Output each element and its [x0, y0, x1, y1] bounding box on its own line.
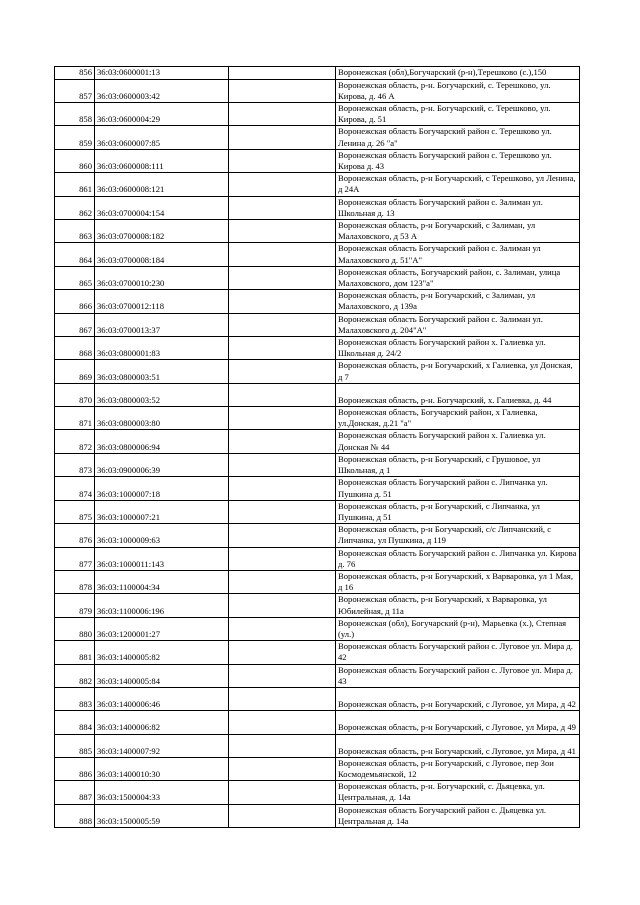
table-row [55, 313, 580, 336]
empty-cell [229, 360, 336, 383]
cadastral-number: 36:03:0900006:39 [95, 453, 229, 476]
table-row [55, 196, 580, 219]
address: Воронежская область, р-н. Богучарский, с. Терешково, ул. Кирова, д. 51 [336, 102, 580, 125]
table-row [55, 67, 580, 80]
cadastral-number: 36:03:1400006:46 [95, 687, 229, 710]
cadastral-number: 36:03:0600003:42 [95, 79, 229, 102]
row-number: 881 [55, 641, 95, 664]
row-number: 859 [55, 126, 95, 149]
empty-cell [229, 641, 336, 664]
empty-cell [229, 781, 336, 804]
cadastral-number: 36:03:1400005:82 [95, 641, 229, 664]
registry-table [54, 66, 580, 828]
cadastral-number: 36:03:0600008:111 [95, 149, 229, 172]
row-number: 857 [55, 79, 95, 102]
address: Воронежская область, р-н Богучарский, с Терешково, ул Ленина, д 24А [336, 173, 580, 196]
row-number: 877 [55, 547, 95, 570]
empty-cell [229, 664, 336, 687]
cadastral-number: 36:03:1100006:196 [95, 594, 229, 617]
cadastral-number: 36:03:1400006:82 [95, 711, 229, 734]
address: Воронежская область, р-н. Богучарский, х. Галиевка, д. 44 [336, 383, 580, 406]
empty-cell [229, 524, 336, 547]
address: Воронежская область Богучарский район с. Залиман ул. Школьная д. 13 [336, 196, 580, 219]
table-row [55, 219, 580, 242]
table-row [55, 500, 580, 523]
cadastral-number: 36:03:0700008:184 [95, 243, 229, 266]
table-row [55, 547, 580, 570]
address: Воронежская область, р-н Богучарский, с Луговое, пер Зои Космодемьянской, 12 [336, 757, 580, 780]
row-number: 864 [55, 243, 95, 266]
row-number: 878 [55, 570, 95, 593]
empty-cell [229, 430, 336, 453]
cadastral-number: 36:03:1000007:18 [95, 477, 229, 500]
empty-cell [229, 687, 336, 710]
address: Воронежская область, р-н Богучарский, х Варваровка, ул Юбилейная, д 11а [336, 594, 580, 617]
table-row [55, 664, 580, 687]
row-number: 865 [55, 266, 95, 289]
table-row [55, 173, 580, 196]
cadastral-number: 36:03:1400005:84 [95, 664, 229, 687]
address: Воронежская область Богучарский район с. Липчанка ул. Пушкина д. 51 [336, 477, 580, 500]
row-number: 875 [55, 500, 95, 523]
address: Воронежская область, р-н Богучарский, с Луговое, ул Мира, д 42 [336, 687, 580, 710]
table-row [55, 617, 580, 640]
address: Воронежская область, р-н Богучарский, с Залиман, ул Малаховского, д 139а [336, 290, 580, 313]
table-row [55, 149, 580, 172]
cadastral-number: 36:03:0800003:51 [95, 360, 229, 383]
row-number: 873 [55, 453, 95, 476]
empty-cell [229, 594, 336, 617]
address: Воронежская область Богучарский район с. Терешково ул. Ленина д. 26 "а" [336, 126, 580, 149]
empty-cell [229, 173, 336, 196]
cadastral-number: 36:03:0700012:118 [95, 290, 229, 313]
row-number: 867 [55, 313, 95, 336]
row-number: 860 [55, 149, 95, 172]
table-row [55, 757, 580, 780]
row-number: 862 [55, 196, 95, 219]
row-number: 888 [55, 804, 95, 827]
cadastral-number: 36:03:1400010:30 [95, 757, 229, 780]
cadastral-number: 36:03:0800006:94 [95, 430, 229, 453]
row-number: 885 [55, 734, 95, 757]
address: Воронежская область Богучарский район с. Терешково ул. Кирова д. 43 [336, 149, 580, 172]
cadastral-number: 36:03:1500004:33 [95, 781, 229, 804]
table-row [55, 407, 580, 430]
empty-cell [229, 149, 336, 172]
empty-cell [229, 243, 336, 266]
table-row [55, 290, 580, 313]
address: Воронежская область, р-н Богучарский, с Липчанка, ул Пушкина, д 51 [336, 500, 580, 523]
row-number: 866 [55, 290, 95, 313]
address: Воронежская область, р-н. Богучарский, с. Терешково, ул. Кирова, д. 46 А [336, 79, 580, 102]
cadastral-number: 36:03:1000011:143 [95, 547, 229, 570]
address: Воронежская область, р-н Богучарский, с Луговое, ул Мира, д 41 [336, 734, 580, 757]
empty-cell [229, 383, 336, 406]
table-row [55, 360, 580, 383]
empty-cell [229, 67, 336, 80]
empty-cell [229, 79, 336, 102]
table-row [55, 79, 580, 102]
row-number: 856 [55, 67, 95, 80]
cadastral-number: 36:03:1500005:59 [95, 804, 229, 827]
table-row [55, 594, 580, 617]
row-number: 874 [55, 477, 95, 500]
row-number: 872 [55, 430, 95, 453]
cadastral-number: 36:03:0600008:121 [95, 173, 229, 196]
row-number: 887 [55, 781, 95, 804]
cadastral-number: 36:03:0700010:230 [95, 266, 229, 289]
address: Воронежская область, р-н Богучарский, х Варваровка, ул 1 Мая, д 16 [336, 570, 580, 593]
empty-cell [229, 617, 336, 640]
address: Воронежская область, р-н Богучарский, с Залиман, ул Малаховского, д 53 А [336, 219, 580, 242]
table-row [55, 711, 580, 734]
empty-cell [229, 407, 336, 430]
row-number: 871 [55, 407, 95, 430]
row-number: 863 [55, 219, 95, 242]
table-row [55, 687, 580, 710]
row-number: 858 [55, 102, 95, 125]
address: Воронежская область, р-н Богучарский, х Галиевка, ул Донская, д 7 [336, 360, 580, 383]
row-number: 882 [55, 664, 95, 687]
cadastral-number: 36:03:1200001:27 [95, 617, 229, 640]
table-row [55, 430, 580, 453]
cadastral-number: 36:03:0600001:13 [95, 67, 229, 80]
address: Воронежская область Богучарский район х. Галиевка ул. Донская № 44 [336, 430, 580, 453]
address: Воронежская область Богучарский район с. Липчанка ул. Кирова д. 76 [336, 547, 580, 570]
table-row [55, 570, 580, 593]
address: Воронежская область, Богучарский район, с. Залиман, улица Малаховского, дом 123"а" [336, 266, 580, 289]
empty-cell [229, 102, 336, 125]
table-row [55, 524, 580, 547]
empty-cell [229, 453, 336, 476]
empty-cell [229, 477, 336, 500]
empty-cell [229, 757, 336, 780]
table-row [55, 804, 580, 827]
row-number: 869 [55, 360, 95, 383]
address: Воронежская (обл), Богучарский (р-н), Марьевка (х.), Степная (ул.) [336, 617, 580, 640]
row-number: 879 [55, 594, 95, 617]
empty-cell [229, 500, 336, 523]
row-number: 876 [55, 524, 95, 547]
cadastral-number: 36:03:0800003:52 [95, 383, 229, 406]
empty-cell [229, 290, 336, 313]
row-number: 880 [55, 617, 95, 640]
table-row [55, 266, 580, 289]
cadastral-number: 36:03:1000009:63 [95, 524, 229, 547]
row-number: 870 [55, 383, 95, 406]
table-row [55, 734, 580, 757]
row-number: 868 [55, 336, 95, 359]
cadastral-number: 36:03:0700004:154 [95, 196, 229, 219]
row-number: 883 [55, 687, 95, 710]
empty-cell [229, 266, 336, 289]
cadastral-number: 36:03:1100004:34 [95, 570, 229, 593]
table-row [55, 102, 580, 125]
address: Воронежская область, р-н Богучарский, с Луговое, ул Мира, д 49 [336, 711, 580, 734]
row-number: 861 [55, 173, 95, 196]
registry-table-body [55, 67, 580, 828]
table-row [55, 641, 580, 664]
table-row [55, 453, 580, 476]
address: Воронежская область, р-н. Богучарский, с. Дьяцевка, ул. Центральная, д. 14а [336, 781, 580, 804]
empty-cell [229, 313, 336, 336]
table-row [55, 781, 580, 804]
address: Воронежская область, р-н Богучарский, с/с Липчанский, с Липчанка, ул Пушкина, д 119 [336, 524, 580, 547]
cadastral-number: 36:03:0700013:37 [95, 313, 229, 336]
empty-cell [229, 196, 336, 219]
cadastral-number: 36:03:0800001:83 [95, 336, 229, 359]
table-row [55, 126, 580, 149]
empty-cell [229, 547, 336, 570]
empty-cell [229, 711, 336, 734]
table-row [55, 383, 580, 406]
empty-cell [229, 570, 336, 593]
address: Воронежская (обл),Богучарский (р-н),Терешково (с.),150 [336, 67, 580, 80]
address: Воронежская область, Богучарский район, х Галиевка, ул.Донская, д.21 "а" [336, 407, 580, 430]
table-row [55, 243, 580, 266]
cadastral-number: 36:03:0800003:80 [95, 407, 229, 430]
row-number: 884 [55, 711, 95, 734]
address: Воронежская область Богучарский район с. Залиман ул. Малаховского д. 204"А" [336, 313, 580, 336]
table-row [55, 477, 580, 500]
cadastral-number: 36:03:0700008:182 [95, 219, 229, 242]
address: Воронежская область Богучарский район с. Луговое ул. Мира д. 43 [336, 664, 580, 687]
row-number: 886 [55, 757, 95, 780]
cadastral-number: 36:03:1400007:92 [95, 734, 229, 757]
address: Воронежская область Богучарский район с. Луговое ул. Мира д. 42 [336, 641, 580, 664]
cadastral-number: 36:03:0600004:29 [95, 102, 229, 125]
cadastral-number: 36:03:1000007:21 [95, 500, 229, 523]
empty-cell [229, 126, 336, 149]
empty-cell [229, 336, 336, 359]
address: Воронежская область, р-н Богучарский, с Грушовое, ул Школьная, д 1 [336, 453, 580, 476]
table-row [55, 336, 580, 359]
address: Воронежская область Богучарский район с. Залиман ул Малаховского д. 51"А" [336, 243, 580, 266]
address: Воронежская область Богучарский район с. Дьяцевка ул. Центральная д. 14а [336, 804, 580, 827]
empty-cell [229, 804, 336, 827]
empty-cell [229, 734, 336, 757]
empty-cell [229, 219, 336, 242]
cadastral-number: 36:03:0600007:85 [95, 126, 229, 149]
address: Воронежская область Богучарский район х. Галиевка ул. Школьная д. 24/2 [336, 336, 580, 359]
